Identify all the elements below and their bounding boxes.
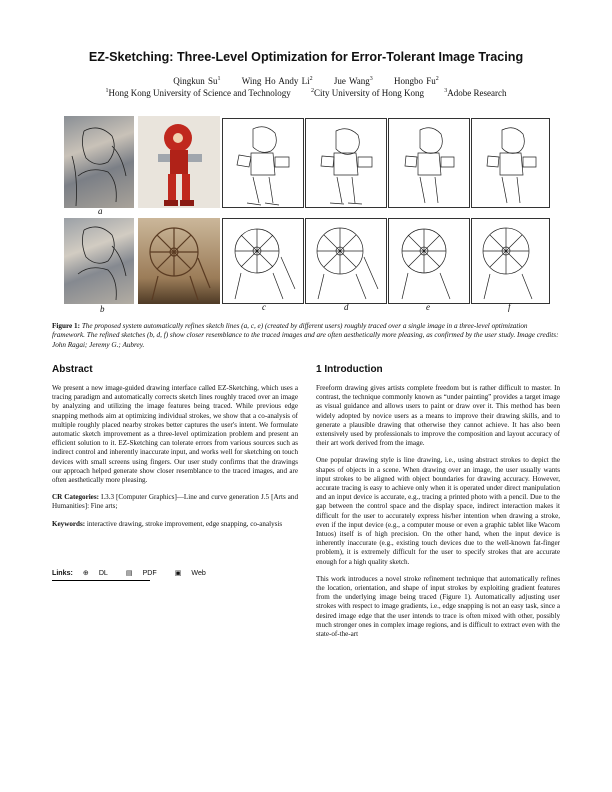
caption-text: The proposed system automatically refines sketch lines (a, c, e) (created by different users) roughly traced over a single image in a three-level optimization framework. The refined sketches (b, d, f) show closer resemblance to the traced images and are often aesthetically more pleasing, as confirmed by the user study. Image credits: John Ragai; Jeremy G.; Aubrey. — [52, 322, 559, 349]
intro-paragraph-3: This work introduces a novel stroke refinement technique that automatically refines the location, orientation, and shape of input strokes by exploiting gradient features from the underlying image being traced (Figure 1). Automatically adjusting user strokes with respect to image gradients, i.e., edge snapping is not an easy task, since a desired image edge that the user intends to trace is often mixed with other, possibly much stronger ones in complex image regions, and is difficult to extract even with the state-of-the-art — [316, 574, 560, 639]
affiliation: $^2$City University of Hong Kong — [310, 88, 424, 98]
figure-label-b: b — [100, 304, 105, 314]
robot-image — [138, 116, 220, 208]
abstract-text: We present a new image-guided drawing interface called EZ-Sketching, which uses a tracing paradigm and automatically corrects sketch lines roughly traced over an image by analyzing and utilizing the image features being traced. While previous edge snapping methods aim at optimizing individual strokes, we show that a co-analysis of multiple roughly placed nearby strokes better captures the user's intent. We formulate automatic sketch improvement as a three-level optimization problem and present an efficient solution to it. EZ-Sketching can tolerate errors from various sources such as indirect control and inherently inaccurate input, and works well for sketching on touch devices with small screens using fingers. Our user study confirms that the drawings our approach helped generate show closer resemblance to the traced images, and are often aesthetically more pleasing. — [52, 384, 298, 485]
web-link[interactable]: ▣ Web — [174, 569, 206, 577]
affiliation: $^3$Adobe Research — [444, 88, 507, 98]
author: Qingkun Su$^1$ — [173, 76, 221, 86]
keywords: Keywords: interactive drawing, stroke improvement, edge snapping, co-analysis — [52, 519, 283, 528]
pdf-link[interactable]: ▤ PDF — [125, 569, 157, 577]
spinning-wheel-image — [138, 218, 220, 304]
wheel-sketch-f — [471, 218, 550, 304]
links-label: Links: — [52, 569, 73, 577]
figure-label-f: f — [508, 302, 511, 312]
footnote-rule — [52, 580, 150, 581]
cr-categories: CR Categories: I.3.3 [Computer Graphics]—Line and curve generation J.5 [Arts and Humanities]: Fine arts; — [52, 493, 298, 511]
wheel-sketch-e — [388, 218, 470, 304]
author-list — [0, 76, 612, 86]
wheel-sketch-c — [222, 218, 304, 304]
web-icon: ▣ — [174, 569, 182, 577]
girl-sketch-overlay — [64, 116, 134, 208]
robot-sketch-f — [471, 118, 550, 208]
right-column — [316, 384, 560, 647]
figure-label-c: c — [262, 302, 266, 312]
pdf-icon: ▤ — [125, 569, 133, 577]
figure-label-a: a — [98, 206, 103, 216]
affiliation-list — [0, 88, 612, 98]
author: Wing Ho Andy Li$^2$ — [241, 76, 313, 86]
spinning-wheel-photo — [138, 218, 220, 304]
girl-refined-overlay — [64, 218, 134, 304]
author: Hongbo Fu$^2$ — [394, 76, 439, 86]
figure-label-d: d — [344, 302, 349, 312]
intro-paragraph-1: Freeform drawing gives artists complete freedom but is rather difficult to master. In contrast, the technique commonly known as “under painting” provides a target image as visual guidance and allows users to paint or draw over it. This method has been widely adopted by novice users as a means to improve their drawing skills, and to generate a plausible drawing that otherwise they cannot achieve. It has also been extensively used by professionals to improve the composition and layout accuracy of their art work derived from the image. — [316, 384, 560, 448]
dl-link[interactable]: ⊕ DL — [82, 569, 108, 577]
caption-label: Figure 1: — [52, 322, 81, 330]
author: Jue Wang$^3$ — [333, 76, 373, 86]
intro-paragraph-2: One popular drawing style is line drawing, i.e., using abstract strokes to depict the shapes of objects in a scene. When drawing over an image, the user usually wants input strokes to be aligned with object boundaries for drawing accuracy. However, accurate tracing is easy to achieve only when it is operated under direct manipulation and an input device is accurate, e.g., tracing a printed photo with a pencil. Due to the gap between the control space and the display space, indirect interaction makes it difficult for the user to accurately express his/her intention when drawing a stroke, even if the input device (e.g., a computer mouse or even a graphic tablet like Wacom Intuos) itself is of high precision. On the other hand, when the input device is inherently inaccurate (e.g., existing touch devices due to the well-known fat-finger problem), it is extremely difficult for the user to specify strokes that are accurate enough for a high quality sketch. — [316, 456, 560, 566]
links-row — [52, 568, 222, 577]
robot-sketch-d — [305, 118, 387, 208]
figure-caption — [52, 322, 560, 350]
abstract-heading: Abstract — [52, 364, 93, 375]
affiliation: $^1$Hong Kong University of Science and Technology — [105, 88, 291, 98]
figure-label-e: e — [426, 302, 430, 312]
intro-heading: 1 Introduction — [316, 364, 383, 375]
girl-photo-bottom — [64, 218, 134, 304]
robot-sketch-c — [222, 118, 304, 208]
paper-title: EZ-Sketching: Three-Level Optimization for Error-Tolerant Image Tracing — [88, 50, 524, 64]
globe-icon: ⊕ — [82, 569, 89, 577]
left-column — [52, 384, 298, 537]
robot-sketch-e — [388, 118, 470, 208]
teaser-figure — [64, 116, 548, 316]
robot-photo — [138, 116, 220, 208]
girl-photo-top — [64, 116, 134, 208]
wheel-sketch-d — [305, 218, 387, 304]
